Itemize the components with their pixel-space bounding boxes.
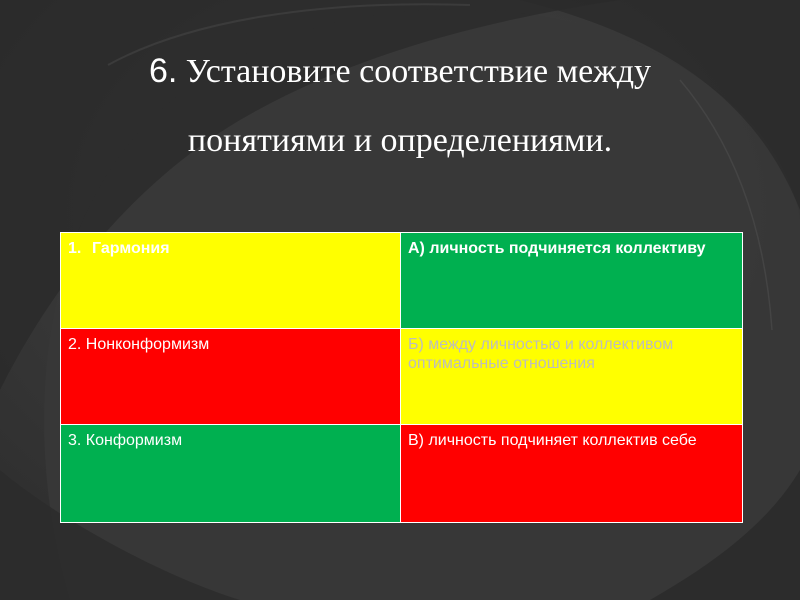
concept-cell: 3. Конформизм bbox=[61, 425, 401, 523]
title-line-1 bbox=[0, 54, 800, 89]
concept-cell bbox=[61, 233, 401, 329]
table-row bbox=[61, 233, 743, 329]
title-text-line-1: Установите соответствие между bbox=[185, 53, 652, 90]
definition-cell: А) личность подчиняется коллективу bbox=[401, 233, 743, 329]
table-row bbox=[61, 329, 743, 425]
concept-label: Гармония bbox=[92, 240, 170, 257]
concept-number: 1. bbox=[68, 240, 82, 257]
title-line-2: понятиями и определениями. bbox=[187, 122, 613, 159]
concept-cell: 2. Нонконформизм bbox=[61, 329, 401, 425]
table-row bbox=[61, 425, 743, 523]
matching-table bbox=[60, 232, 743, 523]
title-number: 6. bbox=[148, 52, 178, 90]
definition-cell: В) личность подчиняет коллектив себе bbox=[401, 425, 743, 523]
definition-cell: Б) между личностью и коллективом оптимальные отношения bbox=[401, 329, 743, 425]
